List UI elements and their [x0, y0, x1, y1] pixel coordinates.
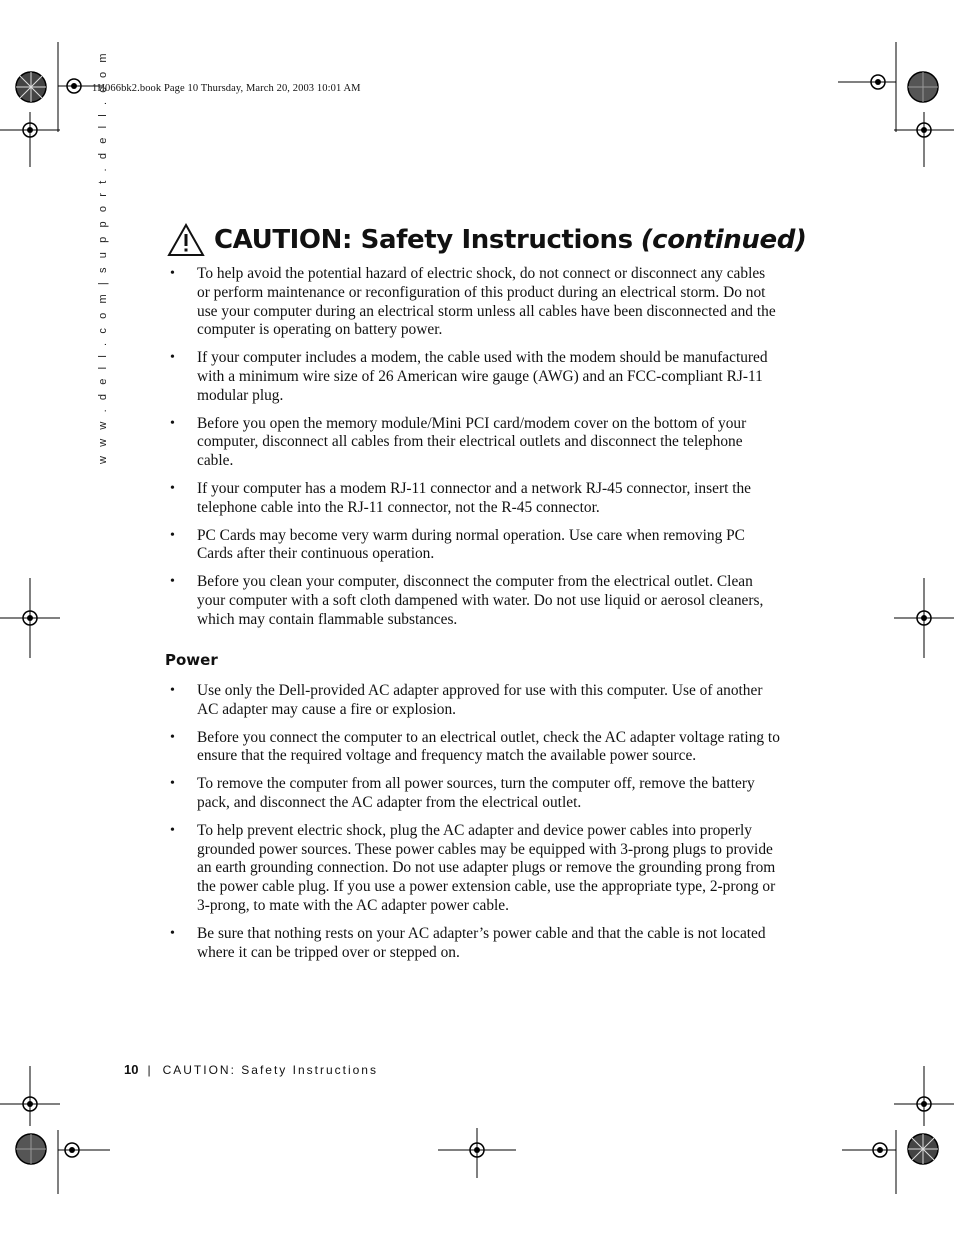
- list-item: • To help avoid the potential hazard of electric shock, do not connect or disconnect any cables or perform maintenance or reconfiguration of this product during an electrical storm. Do not use your computer during an electrical storm unless all cables have been disconnected and the computer is operating on battery power.: [170, 265, 776, 339]
- crosshair-icon: [0, 578, 60, 658]
- power-list: [170, 682, 780, 971]
- sidebar-url: w w w . d e l l . c o m | s u p p o r t . d e l l . c o m: [97, 50, 109, 464]
- footer-title: CAUTION: Safety Instructions: [162, 1063, 378, 1077]
- crosshair-icon: [0, 1066, 60, 1126]
- page-footer: [124, 1062, 378, 1077]
- list-item: • If your computer includes a modem, the cable used with the modem should be manufactured with a minimum wire size of 26 American wire gauge (AWG) and an FCC-compliant RJ-11 modular plug.: [170, 349, 768, 404]
- warning-triangle-icon: [166, 222, 206, 258]
- list-item: • Be sure that nothing rests on your AC adapter’s power cable and that the cable is not located where it can be tripped over or stepped on.: [170, 924, 766, 961]
- bullet-icon: •: [170, 415, 175, 431]
- registration-mark-icon: [906, 1132, 940, 1166]
- crosshair-icon: [0, 112, 60, 172]
- bullet-icon: •: [170, 729, 175, 745]
- crosshair-icon: [44, 1130, 110, 1194]
- bullet-icon: •: [170, 925, 175, 941]
- footer-separator: |: [147, 1063, 151, 1077]
- list-item: • Before you clean your computer, disconnect the computer from the electrical outlet. Clean your computer with a soft cloth dampened with water. Do not use liquid or aerosol cleaners, which may contain flammable substances.: [170, 573, 764, 628]
- bullet-icon: •: [170, 822, 175, 838]
- bullet-icon: •: [170, 350, 175, 366]
- list-item: • To help prevent electric shock, plug the AC adapter and device power cables into properly grounded power sources. These power cables may be equipped with 3-prong plugs to provide an earth grounding connection. Do not use adapter plugs or remove the grounding prong from the power cable plug. If you use a power extension cable, use the appropriate type, 2-prong or 3-prong, to mate with the AC adapter power cable.: [170, 821, 776, 914]
- page-number: 10: [124, 1062, 139, 1077]
- bullet-icon: •: [170, 776, 175, 792]
- list-item: • To remove the computer from all power sources, turn the computer off, remove the battery pack, and disconnect the AC adapter from the electrical outlet.: [170, 775, 755, 811]
- registration-mark-icon: [14, 70, 48, 104]
- title-continued: (continued): [640, 225, 807, 255]
- crosshair-icon: [894, 112, 954, 172]
- list-item: • Before you open the memory module/Mini PCI card/modem cover on the bottom of your computer, disconnect all cables from their electrical outlets and disconnect the telephone cable.: [170, 414, 747, 470]
- crosshair-icon: [842, 1130, 908, 1194]
- bullet-icon: •: [170, 266, 175, 281]
- crosshair-icon: [438, 1128, 516, 1178]
- bullet-icon: •: [170, 527, 175, 543]
- registration-mark-icon: [906, 70, 940, 104]
- print-slug: 1H066bk2.book Page 10 Thursday, March 20, 2003 10:01 AM: [92, 83, 361, 94]
- section-heading-power: Power: [165, 651, 218, 669]
- list-item: • Use only the Dell-provided AC adapter approved for use with this computer. Use of another AC adapter may cause a fire or explosion.: [170, 682, 763, 718]
- bullet-icon: •: [170, 574, 175, 590]
- registration-mark-icon: [14, 1132, 48, 1166]
- crosshair-icon: [894, 578, 954, 658]
- page-title: [166, 218, 806, 262]
- list-item: • PC Cards may become very warm during normal operation. Use care when removing PC Cards after their continuous operation.: [170, 526, 745, 563]
- caution-list: [170, 265, 780, 639]
- list-item: • Before you connect the computer to an electrical outlet, check the AC adapter voltage rating to ensure that the required voltage and frequency match the available power source.: [170, 728, 780, 765]
- bullet-icon: •: [170, 480, 175, 496]
- crosshair-icon: [894, 1066, 954, 1126]
- bullet-icon: •: [170, 683, 175, 698]
- title-main: CAUTION: Safety Instructions: [214, 225, 633, 255]
- list-item: • If your computer has a modem RJ-11 connector and a network RJ-45 connector, insert the telephone cable into the RJ-11 connector, not the R-45 connector.: [170, 479, 751, 516]
